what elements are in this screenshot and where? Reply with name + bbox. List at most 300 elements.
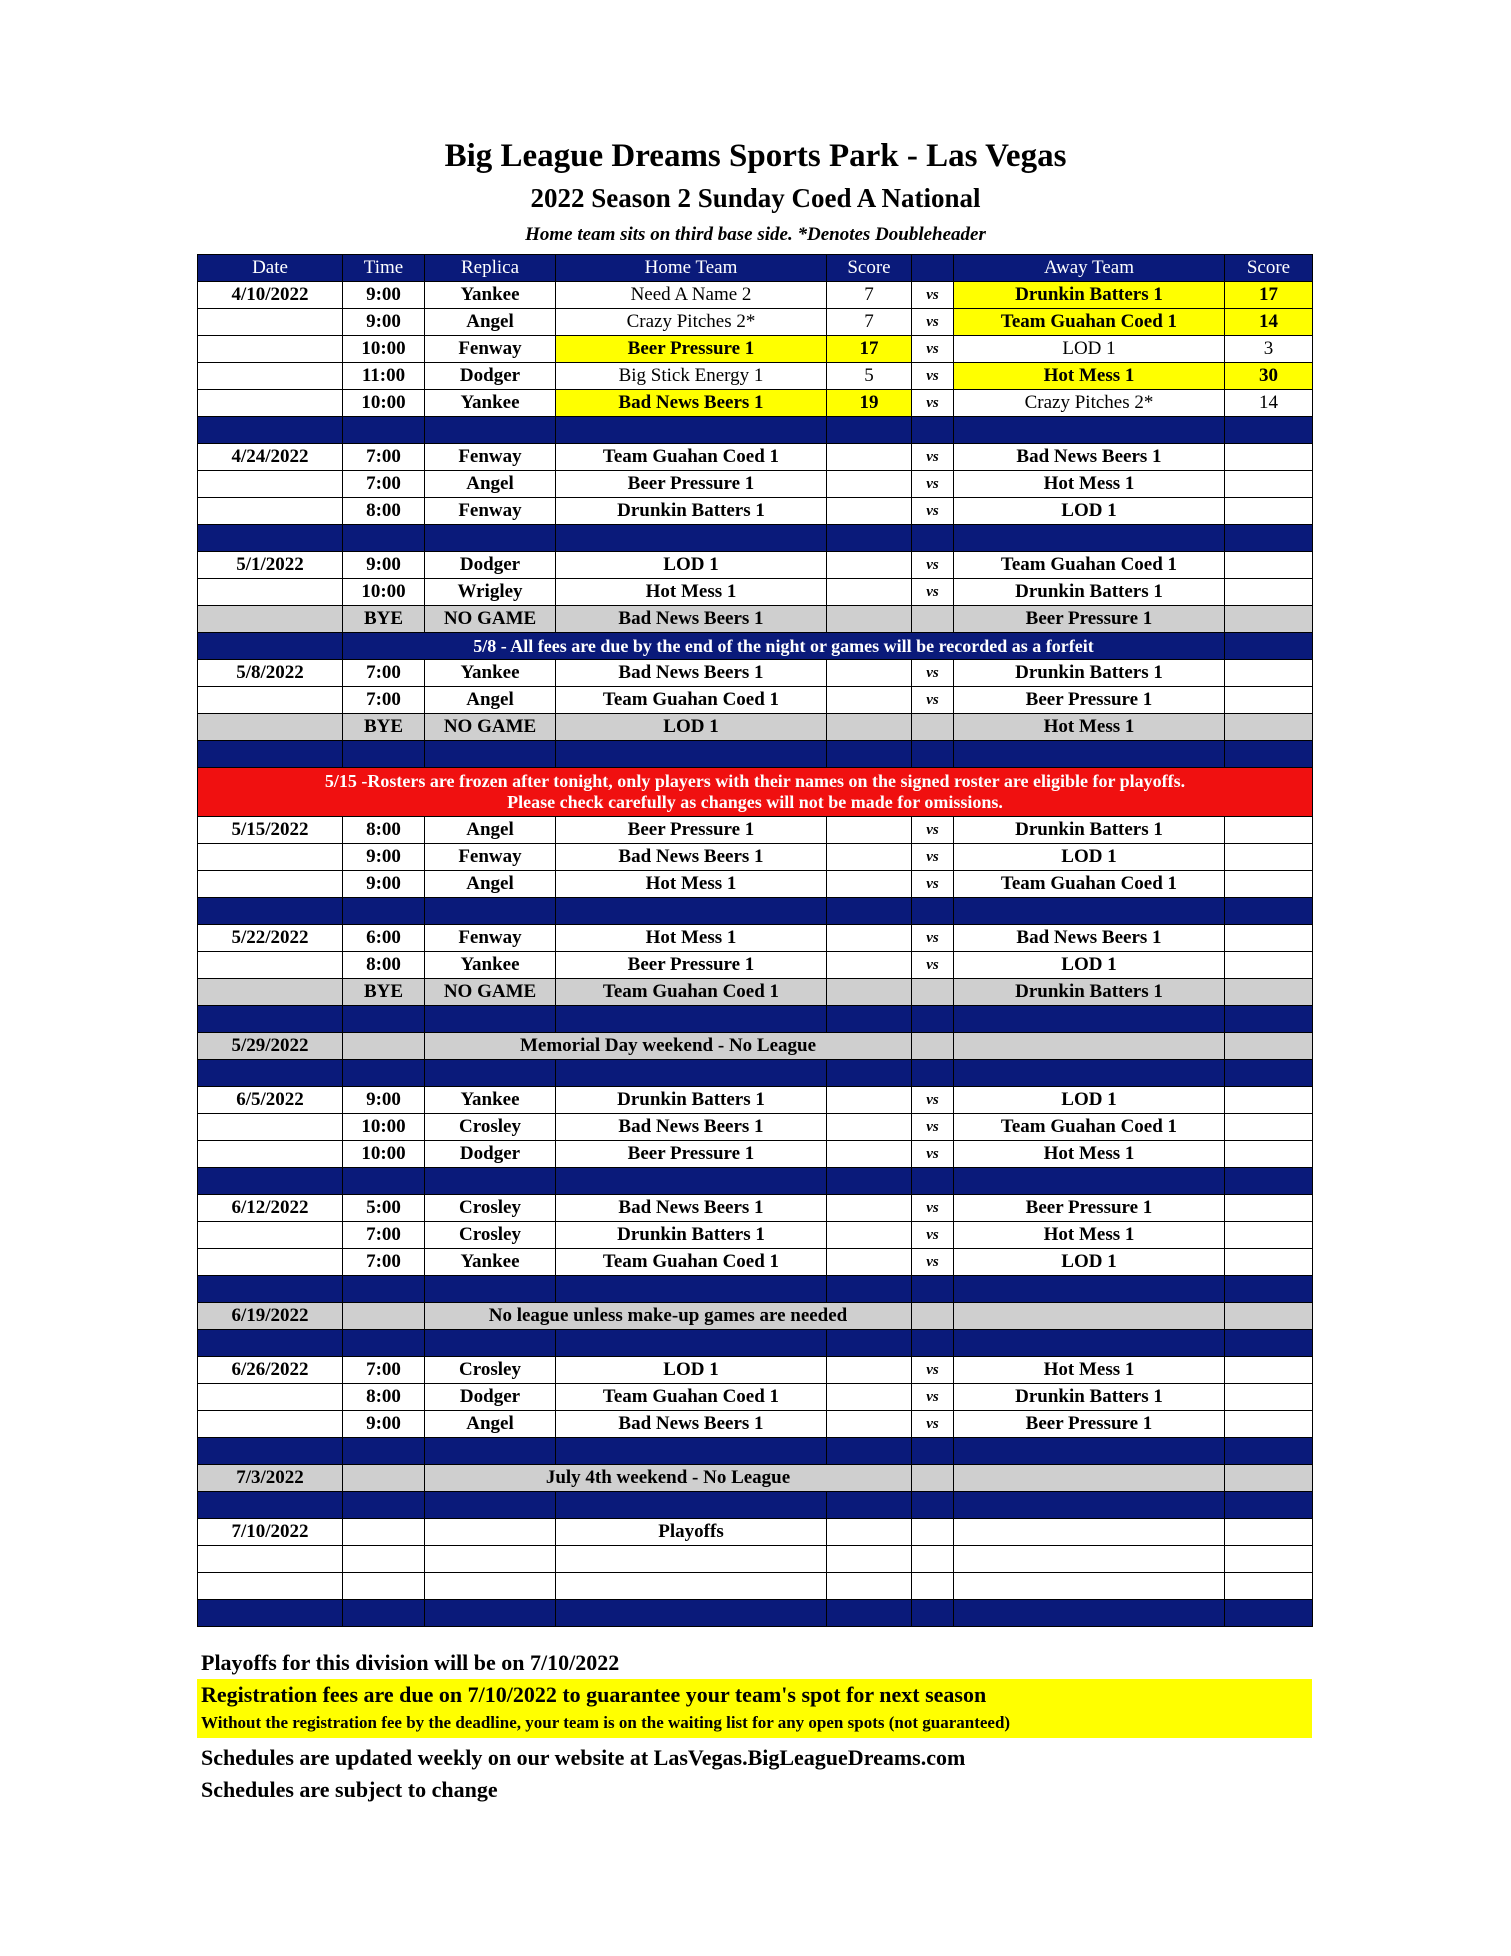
home-score-cell <box>827 1222 912 1249</box>
away-team-cell: Drunkin Batters 1 <box>954 1384 1225 1411</box>
away-team-cell: LOD 1 <box>954 336 1225 363</box>
date-cell: 5/1/2022 <box>198 552 343 579</box>
away-team-cell: Crazy Pitches 2* <box>954 390 1225 417</box>
vs-cell: vs <box>912 952 954 979</box>
home-score-cell <box>827 714 912 741</box>
replica-cell: Angel <box>425 687 556 714</box>
schedule-table <box>197 254 1313 1627</box>
separator-row <box>198 741 1313 768</box>
replica-cell: Fenway <box>425 336 556 363</box>
time-cell: 10:00 <box>343 336 425 363</box>
vs-cell <box>912 714 954 741</box>
time-cell: 7:00 <box>343 1249 425 1276</box>
header-home-score: Score <box>827 255 912 282</box>
home-team-cell: Crazy Pitches 2* <box>556 309 827 336</box>
home-team-cell: Bad News Beers 1 <box>556 1114 827 1141</box>
away-score-cell <box>1225 444 1313 471</box>
replica-cell: Yankee <box>425 282 556 309</box>
replica-cell: Angel <box>425 871 556 898</box>
home-score-cell <box>827 871 912 898</box>
away-score-cell <box>1225 1114 1313 1141</box>
vs-cell: vs <box>912 282 954 309</box>
home-team-cell: Bad News Beers 1 <box>556 1411 827 1438</box>
time-cell: 7:00 <box>343 444 425 471</box>
home-team-cell: Bad News Beers 1 <box>556 660 827 687</box>
table-row <box>198 925 1313 952</box>
date-cell: 7/3/2022 <box>198 1465 343 1492</box>
home-score-cell <box>827 606 912 633</box>
date-cell <box>198 390 343 417</box>
home-team-cell: Hot Mess 1 <box>556 925 827 952</box>
away-score-cell: 30 <box>1225 363 1313 390</box>
table-row <box>198 1222 1313 1249</box>
replica-cell: Yankee <box>425 660 556 687</box>
table-row <box>198 687 1313 714</box>
time-cell <box>343 1303 425 1330</box>
time-cell <box>343 1033 425 1060</box>
home-team-cell: Beer Pressure 1 <box>556 471 827 498</box>
vs-cell: vs <box>912 817 954 844</box>
table-row <box>198 817 1313 844</box>
away-score-cell <box>1225 1384 1313 1411</box>
header-home-team: Home Team <box>556 255 827 282</box>
playoffs-date-text: Playoffs for this division will be on 7/10/2022 <box>201 1650 620 1675</box>
home-score-cell <box>827 498 912 525</box>
date-cell <box>198 1222 343 1249</box>
away-score-cell <box>1225 1141 1313 1168</box>
away-score-cell <box>1225 1222 1313 1249</box>
table-row <box>198 1384 1313 1411</box>
away-team-cell <box>954 1033 1225 1060</box>
date-cell <box>198 952 343 979</box>
date-cell: 6/26/2022 <box>198 1357 343 1384</box>
date-cell <box>198 871 343 898</box>
header-replica: Replica <box>425 255 556 282</box>
away-team-cell: Team Guahan Coed 1 <box>954 309 1225 336</box>
home-team-cell: Bad News Beers 1 <box>556 844 827 871</box>
time-cell: 9:00 <box>343 871 425 898</box>
table-row <box>198 390 1313 417</box>
home-score-cell <box>827 1195 912 1222</box>
time-cell <box>343 1519 425 1546</box>
vs-cell <box>912 979 954 1006</box>
vs-cell: vs <box>912 1222 954 1249</box>
away-team-cell: Beer Pressure 1 <box>954 1195 1225 1222</box>
vs-cell <box>912 1033 954 1060</box>
home-score-cell <box>827 471 912 498</box>
no-league-text: No league unless make-up games are needed <box>425 1303 912 1330</box>
away-team-cell: Drunkin Batters 1 <box>954 979 1225 1006</box>
separator-row <box>198 1492 1313 1519</box>
replica-cell: Yankee <box>425 952 556 979</box>
away-team-cell: Drunkin Batters 1 <box>954 579 1225 606</box>
away-team-cell: LOD 1 <box>954 1087 1225 1114</box>
roster-notice-line-2: Please check carefully as changes will not be made for omissions. <box>507 792 1003 812</box>
replica-cell: Angel <box>425 309 556 336</box>
home-score-cell <box>827 1411 912 1438</box>
away-score-cell <box>1225 660 1313 687</box>
away-score-cell <box>1225 1087 1313 1114</box>
date-cell <box>198 498 343 525</box>
header-time: Time <box>343 255 425 282</box>
away-score-cell <box>1225 925 1313 952</box>
home-team-cell: Big Stick Energy 1 <box>556 363 827 390</box>
date-cell <box>198 363 343 390</box>
date-cell: 5/8/2022 <box>198 660 343 687</box>
header-date: Date <box>198 255 343 282</box>
time-cell: 9:00 <box>343 309 425 336</box>
home-team-cell: LOD 1 <box>556 552 827 579</box>
table-row <box>198 282 1313 309</box>
date-cell <box>198 579 343 606</box>
time-cell: 8:00 <box>343 817 425 844</box>
separator-row <box>198 898 1313 925</box>
home-score-cell <box>827 579 912 606</box>
away-score-cell <box>1225 979 1313 1006</box>
time-cell: 9:00 <box>343 1087 425 1114</box>
vs-cell: vs <box>912 1249 954 1276</box>
time-cell: 9:00 <box>343 1411 425 1438</box>
date-cell: 5/15/2022 <box>198 817 343 844</box>
away-team-cell: LOD 1 <box>954 498 1225 525</box>
date-cell <box>198 471 343 498</box>
date-cell: 5/22/2022 <box>198 925 343 952</box>
home-score-cell <box>827 979 912 1006</box>
vs-cell: vs <box>912 444 954 471</box>
replica-cell: Fenway <box>425 498 556 525</box>
vs-cell: vs <box>912 660 954 687</box>
time-cell: 7:00 <box>343 660 425 687</box>
away-team-cell: Team Guahan Coed 1 <box>954 552 1225 579</box>
home-team-cell: Hot Mess 1 <box>556 871 827 898</box>
away-score-cell: 14 <box>1225 309 1313 336</box>
table-row <box>198 1195 1313 1222</box>
note-empty-cell <box>198 633 343 660</box>
roster-freeze-notice-row <box>198 768 1313 817</box>
away-score-cell <box>1225 1303 1313 1330</box>
vs-cell: vs <box>912 1411 954 1438</box>
away-team-cell: LOD 1 <box>954 844 1225 871</box>
roster-freeze-notice <box>198 768 1313 817</box>
vs-cell: vs <box>912 363 954 390</box>
fees-notice-row <box>198 633 1313 660</box>
home-team-cell: Beer Pressure 1 <box>556 1141 827 1168</box>
schedule-note: Home team sits on third base side. *Denotes Doubleheader <box>525 224 986 245</box>
table-row <box>198 552 1313 579</box>
replica-cell: NO GAME <box>425 606 556 633</box>
away-team-cell: Beer Pressure 1 <box>954 606 1225 633</box>
away-team-cell: Drunkin Batters 1 <box>954 817 1225 844</box>
subject-to-change-text: Schedules are subject to change <box>201 1777 498 1802</box>
home-score-cell <box>827 952 912 979</box>
playoffs-row <box>198 1519 1313 1546</box>
header-away-team: Away Team <box>954 255 1225 282</box>
home-score-cell <box>827 1141 912 1168</box>
replica-cell: Fenway <box>425 444 556 471</box>
home-score-cell: 7 <box>827 282 912 309</box>
separator-row <box>198 525 1313 552</box>
table-row <box>198 1249 1313 1276</box>
fees-notice: 5/8 - All fees are due by the end of the night or games will be recorded as a forfeit <box>343 633 1225 660</box>
home-score-cell: 5 <box>827 363 912 390</box>
away-team-cell: Drunkin Batters 1 <box>954 282 1225 309</box>
home-score-cell <box>827 687 912 714</box>
replica-cell: Crosley <box>425 1195 556 1222</box>
date-cell: 6/19/2022 <box>198 1303 343 1330</box>
time-cell: BYE <box>343 606 425 633</box>
date-cell <box>198 1141 343 1168</box>
date-cell <box>198 1249 343 1276</box>
replica-cell: Dodger <box>425 363 556 390</box>
away-score-cell <box>1225 952 1313 979</box>
away-team-cell: Team Guahan Coed 1 <box>954 1114 1225 1141</box>
vs-cell <box>912 606 954 633</box>
vs-cell: vs <box>912 309 954 336</box>
separator-row <box>198 417 1313 444</box>
time-cell: BYE <box>343 714 425 741</box>
away-score-cell <box>1225 1357 1313 1384</box>
time-cell: 10:00 <box>343 1141 425 1168</box>
vs-cell <box>912 1465 954 1492</box>
away-score-cell <box>1225 844 1313 871</box>
table-row <box>198 444 1313 471</box>
table-row <box>198 1114 1313 1141</box>
separator-row <box>198 1600 1313 1627</box>
away-team-cell: Hot Mess 1 <box>954 1222 1225 1249</box>
website-text: Schedules are updated weekly on our website at LasVegas.BigLeagueDreams.com <box>201 1745 966 1770</box>
away-score-cell <box>1225 1195 1313 1222</box>
vs-cell: vs <box>912 1357 954 1384</box>
bye-row <box>198 606 1313 633</box>
vs-cell: vs <box>912 1195 954 1222</box>
time-cell: 6:00 <box>343 925 425 952</box>
replica-cell: Wrigley <box>425 579 556 606</box>
time-cell: 8:00 <box>343 952 425 979</box>
table-row <box>198 579 1313 606</box>
home-team-cell: Beer Pressure 1 <box>556 336 827 363</box>
home-team-cell: Team Guahan Coed 1 <box>556 444 827 471</box>
date-cell <box>198 1384 343 1411</box>
away-score-cell <box>1225 871 1313 898</box>
away-team-cell <box>954 1465 1225 1492</box>
date-cell: 4/24/2022 <box>198 444 343 471</box>
away-score-cell <box>1225 1249 1313 1276</box>
date-cell: 6/12/2022 <box>198 1195 343 1222</box>
page-title: Big League Dreams Sports Park - Las Vegas <box>444 138 1067 174</box>
replica-cell: Yankee <box>425 1249 556 1276</box>
header-away-score: Score <box>1225 255 1313 282</box>
table-row <box>198 471 1313 498</box>
date-cell <box>198 309 343 336</box>
home-team-cell: Need A Name 2 <box>556 282 827 309</box>
separator-row <box>198 1060 1313 1087</box>
away-score-cell: 3 <box>1225 336 1313 363</box>
home-team-cell: Beer Pressure 1 <box>556 817 827 844</box>
replica-cell: Fenway <box>425 925 556 952</box>
separator-row <box>198 1438 1313 1465</box>
home-score-cell: 7 <box>827 309 912 336</box>
header-vs <box>912 255 954 282</box>
home-score-cell <box>827 552 912 579</box>
replica-cell: Angel <box>425 1411 556 1438</box>
home-team-cell: Hot Mess 1 <box>556 579 827 606</box>
time-cell: 7:00 <box>343 1357 425 1384</box>
away-team-cell: LOD 1 <box>954 952 1225 979</box>
time-cell: 9:00 <box>343 844 425 871</box>
away-team-cell: Hot Mess 1 <box>954 714 1225 741</box>
home-team-cell: Drunkin Batters 1 <box>556 1222 827 1249</box>
no-league-text: July 4th weekend - No League <box>425 1465 912 1492</box>
replica-cell: Yankee <box>425 390 556 417</box>
away-team-cell: Hot Mess 1 <box>954 1357 1225 1384</box>
no-league-row <box>198 1465 1313 1492</box>
date-cell: 4/10/2022 <box>198 282 343 309</box>
time-cell: 10:00 <box>343 1114 425 1141</box>
replica-cell: Dodger <box>425 552 556 579</box>
away-team-cell: Drunkin Batters 1 <box>954 660 1225 687</box>
home-score-cell <box>827 1357 912 1384</box>
date-cell: 5/29/2022 <box>198 1033 343 1060</box>
home-score-cell <box>827 925 912 952</box>
table-row <box>198 309 1313 336</box>
home-team-cell: Team Guahan Coed 1 <box>556 687 827 714</box>
time-cell: 8:00 <box>343 498 425 525</box>
away-score-cell <box>1225 1465 1313 1492</box>
separator-row <box>198 1006 1313 1033</box>
away-team-cell: Beer Pressure 1 <box>954 1411 1225 1438</box>
away-score-cell <box>1225 579 1313 606</box>
away-score-cell <box>1225 687 1313 714</box>
away-score-cell <box>1225 552 1313 579</box>
vs-cell <box>912 1519 954 1546</box>
replica-cell <box>425 1519 556 1546</box>
away-team-cell: Team Guahan Coed 1 <box>954 871 1225 898</box>
away-score-cell: 17 <box>1225 282 1313 309</box>
bye-row <box>198 979 1313 1006</box>
table-row <box>198 336 1313 363</box>
away-score-cell <box>1225 1519 1313 1546</box>
date-cell <box>198 687 343 714</box>
separator-row <box>198 1168 1313 1195</box>
time-cell: 7:00 <box>343 1222 425 1249</box>
table-row <box>198 1411 1313 1438</box>
home-score-cell <box>827 1249 912 1276</box>
home-team-cell: Team Guahan Coed 1 <box>556 1384 827 1411</box>
table-row <box>198 363 1313 390</box>
waiting-list-text: Without the registration fee by the deadline, your team is on the waiting list for any open spots (not guaranteed) <box>201 1713 1011 1732</box>
home-score-cell <box>827 1519 912 1546</box>
vs-cell: vs <box>912 687 954 714</box>
time-cell: BYE <box>343 979 425 1006</box>
replica-cell: Crosley <box>425 1222 556 1249</box>
table-row <box>198 844 1313 871</box>
away-team-cell: Hot Mess 1 <box>954 1141 1225 1168</box>
vs-cell: vs <box>912 1114 954 1141</box>
home-team-cell: Team Guahan Coed 1 <box>556 1249 827 1276</box>
away-team-cell: Bad News Beers 1 <box>954 444 1225 471</box>
time-cell: 11:00 <box>343 363 425 390</box>
away-score-cell <box>1225 471 1313 498</box>
time-cell: 10:00 <box>343 390 425 417</box>
empty-row <box>198 1573 1313 1600</box>
roster-notice-line-1: 5/15 -Rosters are frozen after tonight, only players with their names on the signed roster are eligible for playoffs. <box>324 771 1186 791</box>
replica-cell: NO GAME <box>425 714 556 741</box>
home-team-cell: Drunkin Batters 1 <box>556 1087 827 1114</box>
away-score-cell <box>1225 498 1313 525</box>
away-team-cell: LOD 1 <box>954 1249 1225 1276</box>
playoffs-text: Playoffs <box>556 1519 827 1546</box>
home-score-cell <box>827 1384 912 1411</box>
away-score-cell <box>1225 606 1313 633</box>
note-empty-cell <box>1225 633 1313 660</box>
vs-cell: vs <box>912 471 954 498</box>
replica-cell: Fenway <box>425 844 556 871</box>
vs-cell: vs <box>912 336 954 363</box>
date-cell <box>198 336 343 363</box>
date-cell <box>198 1114 343 1141</box>
replica-cell: Angel <box>425 471 556 498</box>
table-row <box>198 498 1313 525</box>
time-cell: 8:00 <box>343 1384 425 1411</box>
date-cell <box>198 714 343 741</box>
home-team-cell: LOD 1 <box>556 714 827 741</box>
vs-cell: vs <box>912 579 954 606</box>
replica-cell: Yankee <box>425 1087 556 1114</box>
table-row <box>198 660 1313 687</box>
away-team-cell: Hot Mess 1 <box>954 363 1225 390</box>
date-cell <box>198 844 343 871</box>
away-team-cell: Bad News Beers 1 <box>954 925 1225 952</box>
home-team-cell: Bad News Beers 1 <box>556 390 827 417</box>
replica-cell: Crosley <box>425 1357 556 1384</box>
bye-row <box>198 714 1313 741</box>
away-score-cell <box>1225 1033 1313 1060</box>
table-row <box>198 1141 1313 1168</box>
vs-cell: vs <box>912 925 954 952</box>
away-score-cell <box>1225 1411 1313 1438</box>
home-score-cell <box>827 444 912 471</box>
home-team-cell: LOD 1 <box>556 1357 827 1384</box>
vs-cell: vs <box>912 1384 954 1411</box>
table-row <box>198 952 1313 979</box>
vs-cell: vs <box>912 390 954 417</box>
home-team-cell: Team Guahan Coed 1 <box>556 979 827 1006</box>
away-team-cell <box>954 1303 1225 1330</box>
table-row <box>198 871 1313 898</box>
table-header <box>198 255 1313 282</box>
home-score-cell: 17 <box>827 336 912 363</box>
away-score-cell <box>1225 817 1313 844</box>
vs-cell: vs <box>912 844 954 871</box>
time-cell: 9:00 <box>343 552 425 579</box>
away-team-cell: Hot Mess 1 <box>954 471 1225 498</box>
vs-cell: vs <box>912 1087 954 1114</box>
time-cell <box>343 1465 425 1492</box>
vs-cell: vs <box>912 498 954 525</box>
time-cell: 7:00 <box>343 471 425 498</box>
home-team-cell: Bad News Beers 1 <box>556 606 827 633</box>
no-league-row <box>198 1033 1313 1060</box>
replica-cell: NO GAME <box>425 979 556 1006</box>
no-league-row <box>198 1303 1313 1330</box>
vs-cell: vs <box>912 871 954 898</box>
home-score-cell <box>827 1087 912 1114</box>
no-league-text: Memorial Day weekend - No League <box>425 1033 912 1060</box>
vs-cell: vs <box>912 552 954 579</box>
replica-cell: Dodger <box>425 1384 556 1411</box>
away-score-cell <box>1225 714 1313 741</box>
home-score-cell <box>827 817 912 844</box>
